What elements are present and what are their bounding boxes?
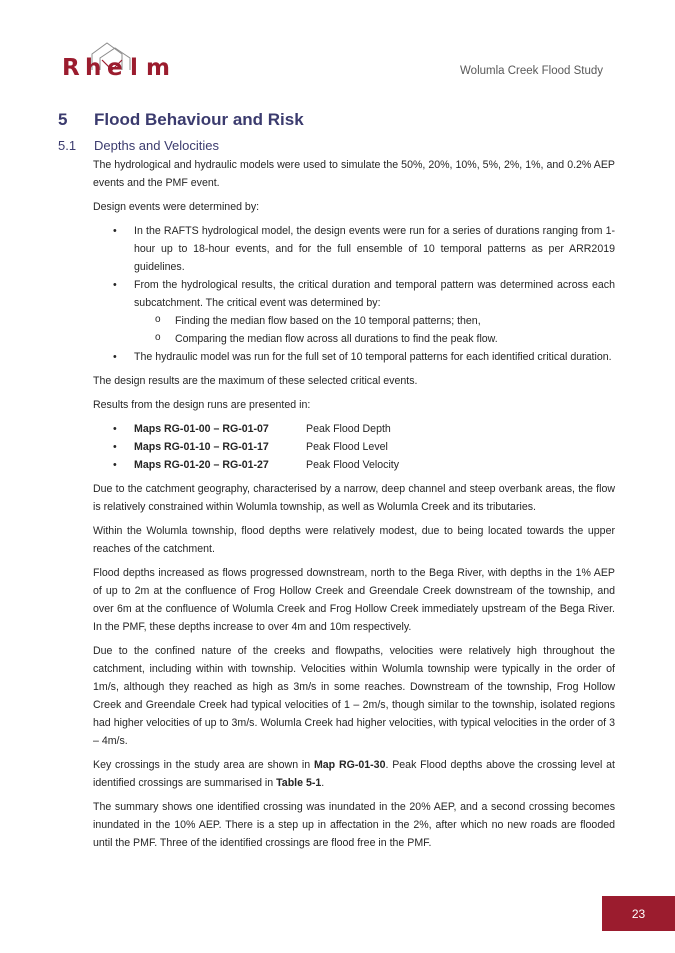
bullet-list — [93, 222, 615, 366]
paragraph-text: . — [321, 777, 325, 789]
logo-letter-r: R — [62, 55, 80, 81]
section-heading — [58, 110, 304, 130]
map-description: Peak Flood Depth — [306, 423, 391, 435]
logo-letter-e: e — [107, 55, 123, 81]
list-item-text: From the hydrological results, the critical duration and temporal pattern was determined across each subcatchment. The critical event was determined by: — [134, 279, 615, 309]
subsection-title: Depths and Velocities — [94, 138, 220, 153]
sub-list-item: o Comparing the median flow across all durations to find the peak flow. — [93, 330, 615, 348]
map-list-item — [93, 456, 615, 474]
paragraph: The design results are the maximum of these selected critical events. — [93, 375, 418, 387]
map-list-item — [93, 438, 615, 456]
map-list-item — [93, 420, 615, 438]
paragraph: Design events were determined by: — [93, 201, 260, 213]
logo-letter-l: l — [130, 55, 138, 81]
document-title: Wolumla Creek Flood Study — [460, 65, 603, 77]
page-number: 23 — [602, 896, 675, 931]
logo-letter-h: h — [85, 55, 102, 81]
table-reference: Table 5-1 — [276, 777, 322, 789]
paragraph: Within the Wolumla township, flood depths were relatively modest, due to being located towards the upper reaches of the catchment. — [93, 525, 615, 555]
paragraph — [93, 756, 615, 792]
map-code: Maps RG-01-00 – RG-01-07 — [134, 423, 269, 435]
paragraph: Due to the confined nature of the creeks and flowpaths, velocities were relatively high throughout the catchment, including within with township. Velocities within Wolumla township were typically in the order of 1m/s, although they reached as high as 3m/s in some reaches. Downstream of the township, Frog Hollow Creek and Greendale Creek had typical velocities of 1 – 2m/s, though similar to the township, isolated regions had higher velocities of up to 3m/s. Wolumla Creek had higher velocities, with typical velocities in the order of 3 – 4m/s. — [93, 645, 615, 747]
subsection-heading — [58, 138, 219, 153]
section-title: Flood Behaviour and Risk — [94, 110, 304, 129]
paragraph: Due to the catchment geography, characterised by a narrow, deep channel and steep overbank areas, the flow is relatively constrained within Wolumla township, as well as Wolumla Creek and its tributaries. — [93, 483, 615, 513]
sub-bullet-list — [134, 312, 615, 348]
list-item — [93, 276, 615, 348]
paragraph: The hydrological and hydraulic models were used to simulate the 50%, 20%, 10%, 5%, 2%, 1%, and 0.2% AEP events and the PMF event. — [93, 159, 615, 189]
paragraph-text: Key crossings in the study area are shown in — [93, 759, 314, 771]
map-code: Maps RG-01-20 – RG-01-27 — [134, 459, 269, 471]
logo-letter-m: m — [146, 55, 170, 81]
map-description: Peak Flood Level — [306, 441, 388, 453]
body-content — [93, 156, 615, 858]
maps-list — [93, 420, 615, 474]
list-item: • In the RAFTS hydrological model, the design events were run for a series of durations ranging from 1-hour up to 18-hour events, and for the full ensemble of 10 temporal patterns as per ARR2019 guidelines. — [93, 222, 615, 276]
section-number: 5 — [58, 110, 68, 129]
list-item: • The hydraulic model was run for the full set of 10 temporal patterns for each identified critical duration. — [93, 348, 615, 366]
subsection-number: 5.1 — [58, 138, 77, 153]
map-reference: Map RG-01-30 — [313, 759, 386, 771]
paragraph: Flood depths increased as flows progressed downstream, north to the Bega River, with depths in the 1% AEP of up to 2m at the confluence of Frog Hollow Creek and Greendale Creek downstream of the township, and over 6m at the confluence of Wolumla Creek and Frog Hollow Creek immediately upstream of the Bega River. In the PMF, these depths increase to over 4m and 10m respectively. — [93, 567, 615, 633]
rhelm-logo — [60, 40, 180, 84]
map-description: Peak Flood Velocity — [306, 459, 400, 471]
sub-list-item: o Finding the median flow based on the 10 temporal patterns; then, — [93, 312, 615, 330]
map-code: Maps RG-01-10 – RG-01-17 — [134, 441, 269, 453]
paragraph: The summary shows one identified crossing was inundated in the 20% AEP, and a second crossing becomes inundated in the 10% AEP. There is a step up in affectation in the 2%, after which no new roads are flooded until the PMF. Three of the identified crossings are flood free in the PMF. — [93, 801, 615, 849]
paragraph: Results from the design runs are presented in: — [93, 399, 311, 411]
paragraph-text: . Peak Flood depths above the crossing level at identified crossings are summarised in — [93, 759, 615, 789]
